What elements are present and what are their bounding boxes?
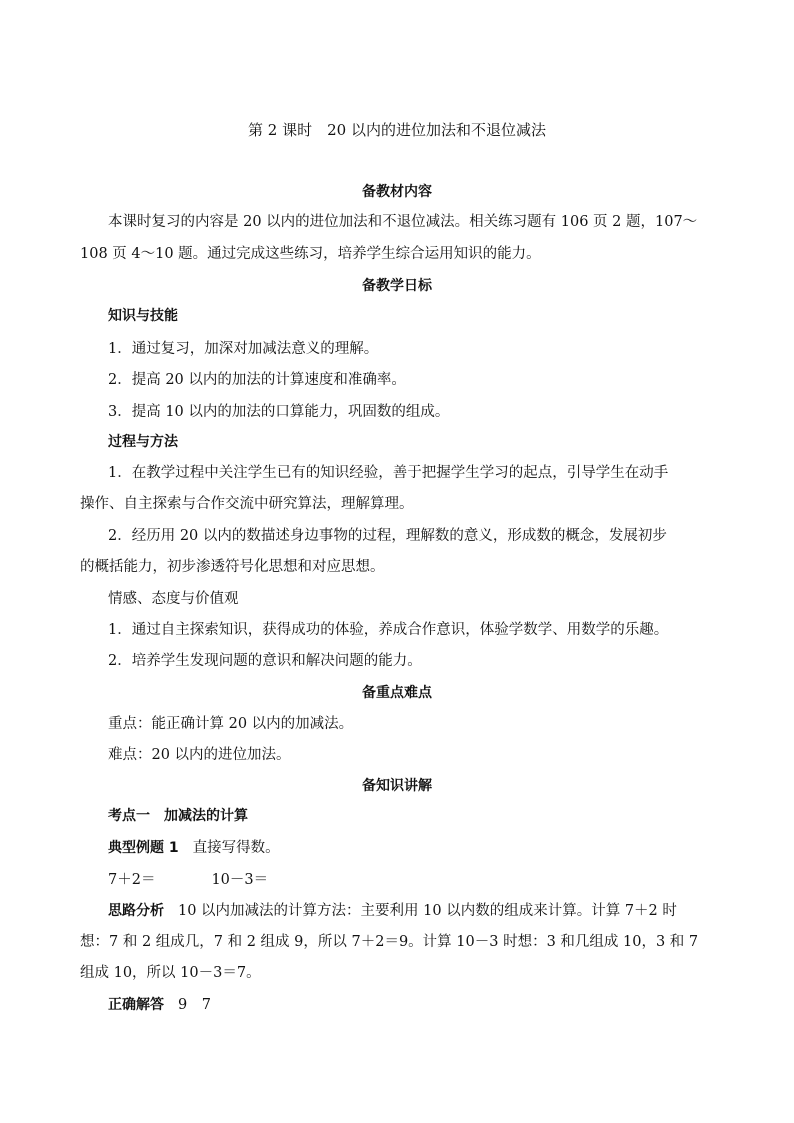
process-item-2-line-1: 2．经历用 20 以内的数描述身边事物的过程，理解数的意义，形成数的概念，发展初步 [108, 528, 667, 544]
example-heading [108, 838, 718, 858]
answer-text: 9 7 [178, 997, 211, 1013]
subheading-process-method: 过程与方法 [108, 434, 178, 450]
answer-line [108, 995, 718, 1015]
page-title: 第 2 课时 20 以内的进位加法和不退位减法 [248, 121, 546, 139]
equation-2: 10－3＝ [211, 872, 269, 888]
process-item-1-line-2: 操作、自主探索与合作交流中研究算法，理解算理。 [80, 496, 414, 512]
analysis-line-3: 组成 10，所以 10－3＝7。 [80, 965, 261, 981]
content-paragraph-line-1: 本课时复习的内容是 20 以内的进位加法和不退位减法。相关练习题有 106 页 2 题，107～ [108, 214, 698, 230]
emotion-item-2: 2．培养学生发现问题的意识和解决问题的能力。 [108, 653, 422, 669]
subheading-knowledge-skills: 知识与技能 [108, 308, 178, 324]
knowledge-item-2: 2．提高 20 以内的加法的计算速度和准确率。 [108, 372, 406, 388]
section-heading-knowledge-explanation: 备知识讲解 [362, 778, 432, 794]
analysis-label: 思路分析 [108, 903, 164, 919]
analysis-text-1: 10 以内加减法的计算方法：主要利用 10 以内数的组成来计算。计算 7＋2 时 [178, 903, 677, 919]
analysis-line-1 [108, 901, 718, 921]
emotion-item-1: 1．通过自主探索知识，获得成功的体验，养成合作意识，体验学数学、用数学的乐趣。 [108, 622, 669, 638]
example-label: 典型例题 1 [108, 840, 179, 856]
exam-point-heading [108, 806, 718, 826]
exam-point-label: 考点一 [108, 808, 150, 824]
section-heading-objectives: 备教学日标 [362, 278, 432, 294]
subheading-emotion-values: 情感、态度与价值观 [108, 591, 239, 607]
process-item-1-line-1: 1．在教学过程中关注学生已有的知识经验，善于把握学生学习的起点，引导学生在动手 [108, 465, 669, 481]
analysis-line-2: 想：7 和 2 组成几，7 和 2 组成 9，所以 7＋2＝9。计算 10－3 时想：3 和几组成 10，3 和 7 [80, 934, 699, 950]
knowledge-item-1: 1．通过复习，加深对加减法意义的理解。 [108, 341, 379, 357]
equation-1: 7＋2＝ [108, 872, 156, 888]
example-instruction: 直接写得数。 [192, 840, 280, 856]
exam-point-text: 加减法的计算 [164, 808, 248, 824]
key-point: 重点：能正确计算 20 以内的加减法。 [108, 716, 354, 732]
content-paragraph-line-2: 108 页 4～10 题。通过完成这些练习，培养学生综合运用知识的能力。 [80, 246, 541, 262]
difficult-point: 难点：20 以内的进位加法。 [108, 747, 291, 763]
knowledge-item-3: 3．提高 10 以内的加法的口算能力，巩固数的组成。 [108, 404, 450, 420]
process-item-2-line-2: 的概括能力，初步渗透符号化思想和对应思想。 [80, 559, 385, 575]
example-equations [108, 870, 718, 890]
section-heading-content: 备教材内容 [362, 184, 432, 200]
section-heading-key-points: 备重点难点 [362, 685, 432, 701]
answer-label: 正确解答 [108, 997, 164, 1013]
